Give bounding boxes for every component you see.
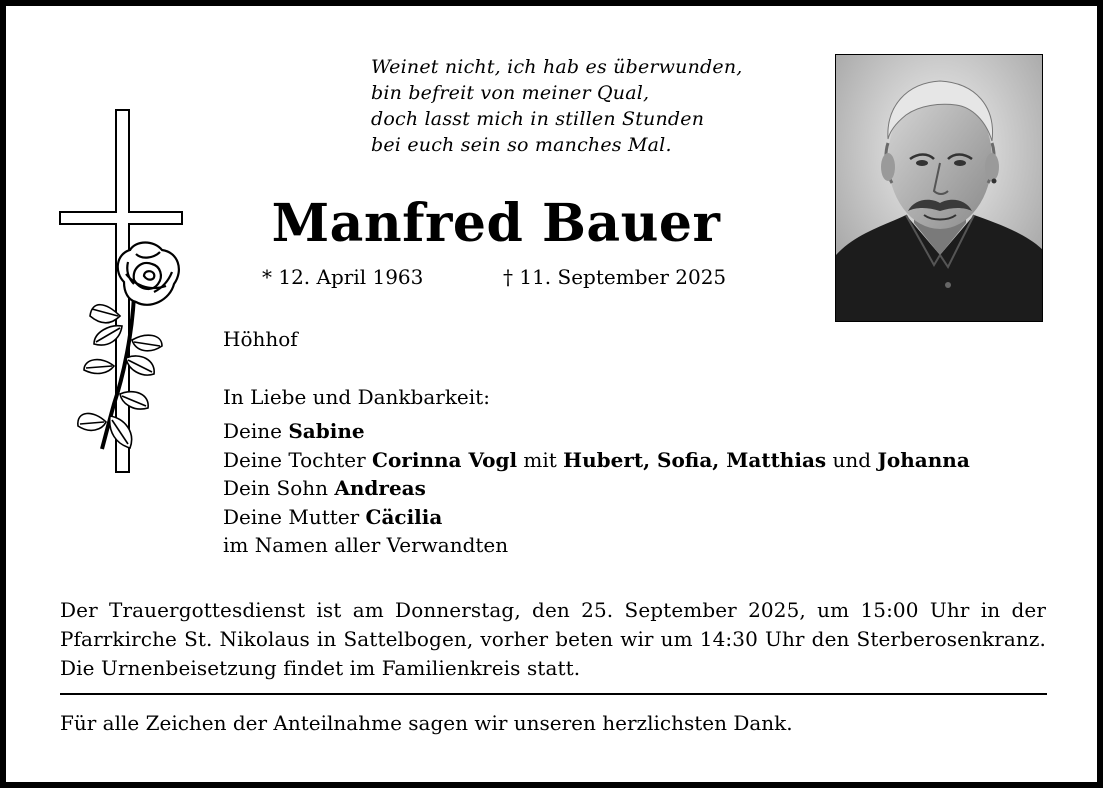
residence-place: Höhhof <box>223 327 298 351</box>
mourner-text: Deine <box>223 419 289 443</box>
poem-line: Weinet nicht, ich hab es überwunden, <box>371 56 743 78</box>
mourner-text: Deine Tochter <box>223 447 373 472</box>
mourner-name: Johanna <box>877 447 970 472</box>
poem <box>371 54 743 158</box>
death-date: † 11. September 2025 <box>503 265 727 289</box>
mourner-text: mit <box>517 447 564 472</box>
thanks-note: Für alle Zeichen der Anteilnahme sagen wir unseren herzlichsten Dank. <box>60 711 793 735</box>
poem-line: doch lasst mich in stillen Stunden <box>371 108 705 130</box>
divider-line <box>60 693 1047 695</box>
mourner-text: und <box>826 447 878 472</box>
mourner-name: Sabine <box>288 419 365 443</box>
mourner-line <box>223 446 970 475</box>
mourner-line <box>223 474 970 503</box>
mourner-line <box>223 531 970 560</box>
mourner-line <box>223 417 970 446</box>
mourner-text: im Namen aller Verwandten <box>223 533 509 557</box>
poem-line: bei euch sein so manches Mal. <box>371 134 672 156</box>
mourners-list <box>223 417 970 560</box>
mourner-name: Corinna Vogl <box>372 447 518 472</box>
mourners-intro: In Liebe und Dankbarkeit: <box>223 385 490 409</box>
service-announcement: Der Trauergottesdienst ist am Donnerstag, den 25. September 2025, um 15:00 Uhr in der Pfarrkirche St. Nikolaus in Sattelbogen, vorher beten wir um 14:30 Uhr den Sterberosenkranz. Die Urnenbeisetzung findet im Familienkreis statt. <box>60 598 1046 680</box>
mourner-line <box>223 503 970 532</box>
mourner-text: Dein Sohn <box>223 476 335 500</box>
mourner-name: Hubert, Sofia, Matthias <box>563 447 827 472</box>
portrait-photo <box>835 54 1043 322</box>
poem-line: bin befreit von meiner Qual, <box>371 82 650 104</box>
birth-date: * 12. April 1963 <box>262 265 424 289</box>
deceased-name: Manfred Bauer <box>271 193 721 254</box>
cross-with-rose-icon <box>54 104 194 476</box>
mourner-text: Deine Mutter <box>223 504 366 529</box>
mourner-name: Andreas <box>334 476 426 500</box>
mourner-name: Cäcilia <box>365 504 443 529</box>
